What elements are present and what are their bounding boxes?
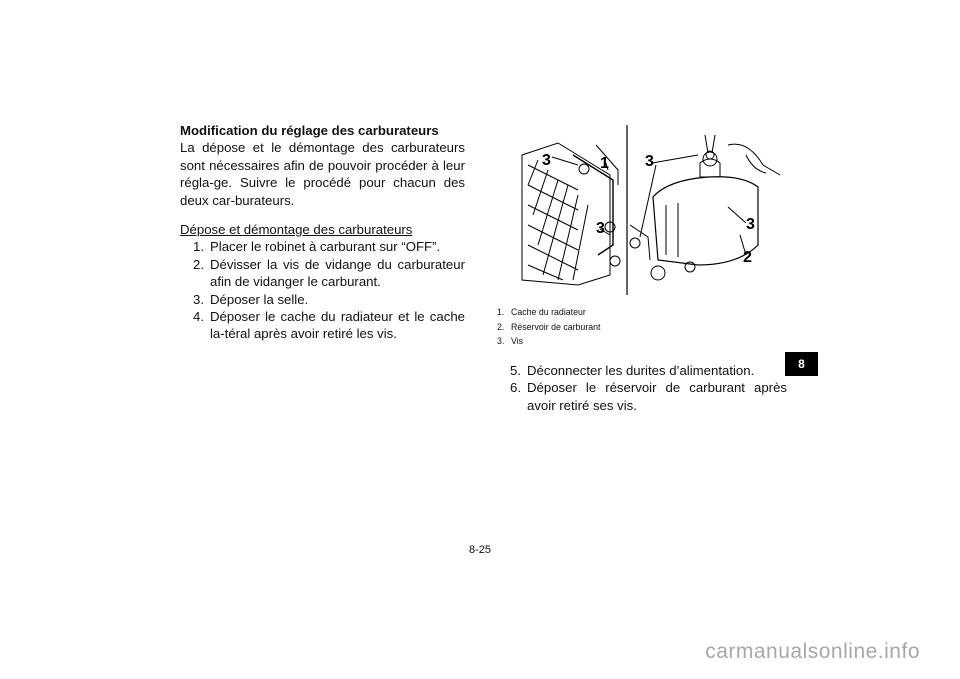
legend-item: 2. Réservoir de carburant <box>497 321 601 332</box>
list-item: 4. Déposer le cache du radiateur et le cache la-téral après avoir retiré les vis. <box>193 309 465 342</box>
page-number: 8-25 <box>468 544 492 556</box>
list-item: 6. Déposer le réservoir de carburant après avoir retiré ses vis. <box>510 380 787 413</box>
chapter-tab: 8 <box>785 352 818 376</box>
callout-label: 3 <box>645 153 654 170</box>
subheading: Dépose et démontage des carburateurs <box>180 222 413 238</box>
steps-list <box>180 238 465 342</box>
callout-label: 3 <box>746 216 755 233</box>
legend-item: 3. Vis <box>497 336 524 346</box>
watermark: carmanualsonline.info <box>705 640 920 663</box>
callout-label: 1 <box>600 155 609 172</box>
steps-list <box>497 362 787 414</box>
radiator-fuel-tank-illustration <box>518 125 782 295</box>
legend-item: 1. Cache du radiateur <box>497 307 586 317</box>
callout-label: 3 <box>596 220 605 237</box>
section-heading: Modification du réglage des carburateurs <box>180 123 439 138</box>
continued-steps <box>497 362 787 414</box>
list-item: 5. Déconnecter les durites d’alimentation. <box>510 363 755 378</box>
callout-label: 3 <box>542 152 551 169</box>
list-item: 1. Placer le robinet à carburant sur “OFF”. <box>193 239 441 255</box>
callout-label: 2 <box>743 249 752 266</box>
list-item: 3. Déposer la selle. <box>193 291 309 307</box>
left-column <box>180 122 465 343</box>
intro-paragraph: La dépose et le démontage des carburateurs sont nécessaires afin de pouvoir procéder à leur régla-ge. Suivre le procédé pour chacun des deux car-burateurs. <box>180 140 465 208</box>
figure-legend <box>497 305 697 349</box>
list-item: 2. Dévisser la vis de vidange du carburateur afin de vidanger le carburant. <box>193 256 465 290</box>
